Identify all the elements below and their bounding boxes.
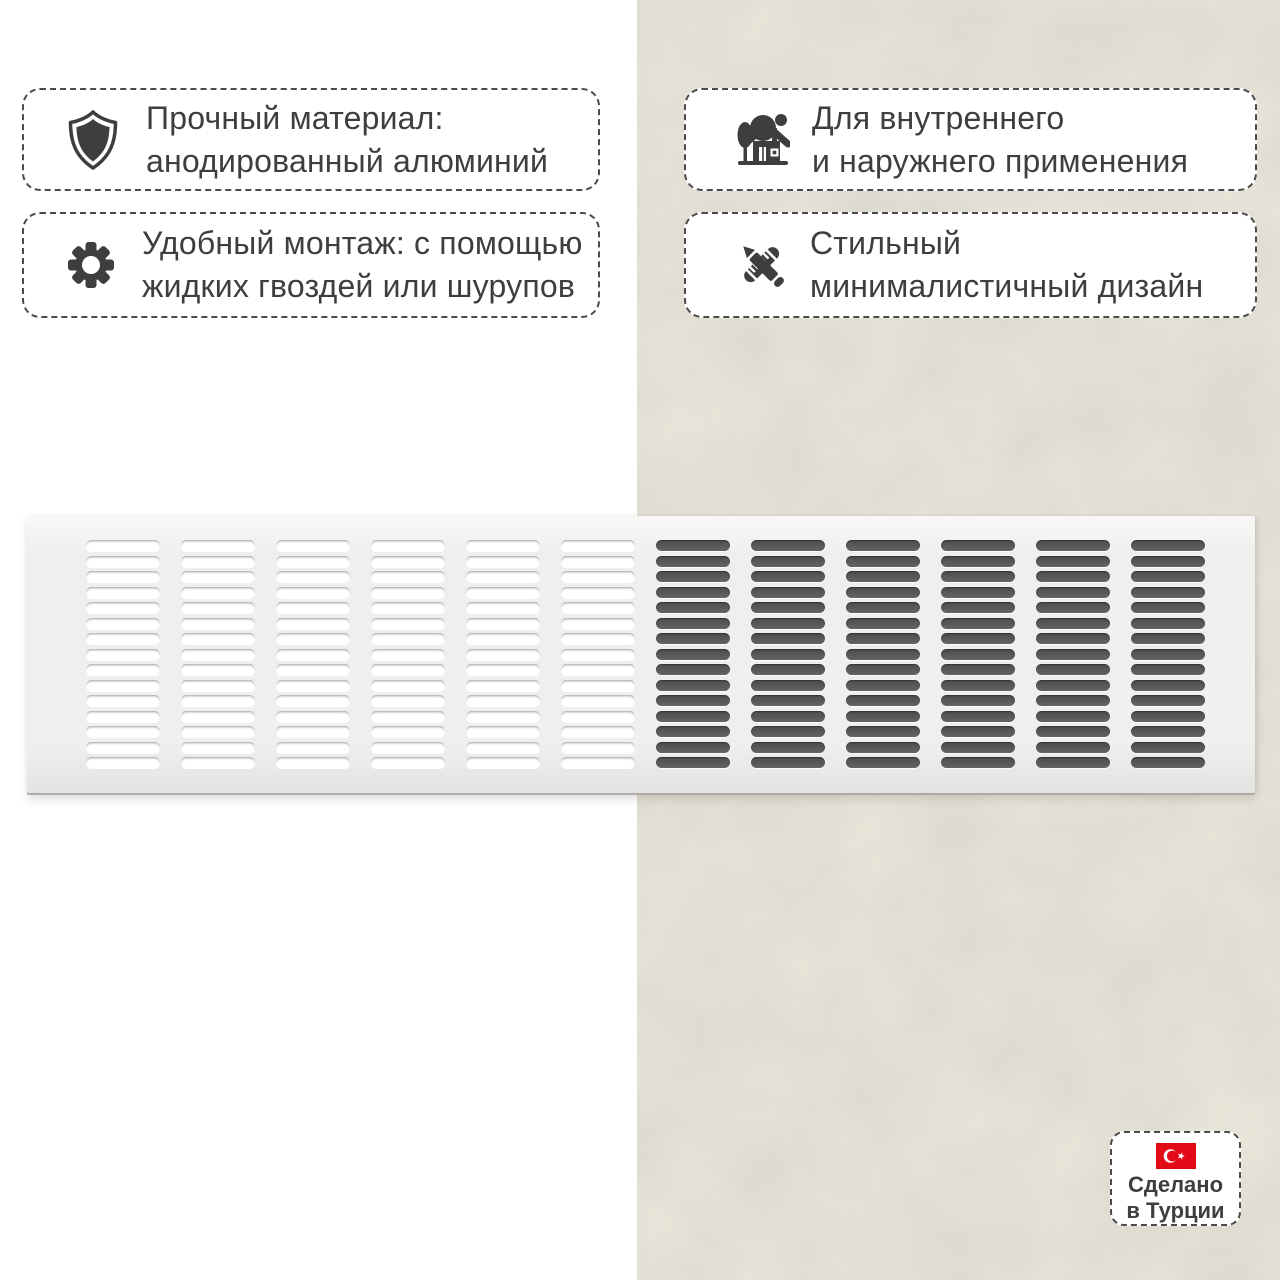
feature-line: анодированный алюминий xyxy=(146,142,549,179)
vent-grille-plate xyxy=(27,516,1255,793)
vent-slot xyxy=(561,556,635,567)
feature-text xyxy=(810,222,1203,308)
vent-slot xyxy=(941,556,1015,567)
vent-slot xyxy=(846,540,920,551)
vent-slot xyxy=(276,757,350,768)
vent-slot xyxy=(86,587,160,598)
vent-slot xyxy=(466,726,540,737)
vent-slot xyxy=(181,742,255,753)
vent-slot xyxy=(371,757,445,768)
vent-slot xyxy=(181,587,255,598)
vent-slot xyxy=(751,680,825,691)
vent-slot xyxy=(656,757,730,768)
vent-slot xyxy=(86,726,160,737)
vent-slot xyxy=(1131,556,1205,567)
vent-slot xyxy=(466,695,540,706)
vent-slot xyxy=(846,680,920,691)
vent-slot xyxy=(846,556,920,567)
slot-column xyxy=(1036,540,1110,768)
vent-slot xyxy=(561,742,635,753)
vent-slot xyxy=(371,540,445,551)
vent-slot xyxy=(1131,726,1205,737)
vent-slot xyxy=(86,711,160,722)
vent-slot xyxy=(1036,680,1110,691)
feature-card-material xyxy=(22,88,600,191)
feature-text xyxy=(142,222,583,308)
vent-slot xyxy=(751,742,825,753)
house-icon xyxy=(736,111,790,169)
vent-slot xyxy=(466,649,540,660)
vent-slot xyxy=(371,618,445,629)
vent-slot xyxy=(276,726,350,737)
vent-slot xyxy=(466,571,540,582)
vent-slot xyxy=(751,711,825,722)
vent-slot xyxy=(656,602,730,613)
vent-slot xyxy=(751,664,825,675)
vent-slot xyxy=(276,556,350,567)
vent-slot xyxy=(656,742,730,753)
vent-slot xyxy=(1036,618,1110,629)
vent-slot xyxy=(1036,602,1110,613)
grille-slots xyxy=(86,540,1205,768)
vent-slot xyxy=(371,602,445,613)
vent-slot xyxy=(561,649,635,660)
vent-slot xyxy=(276,633,350,644)
vent-slot xyxy=(846,664,920,675)
vent-slot xyxy=(466,742,540,753)
vent-slot xyxy=(561,711,635,722)
vent-slot xyxy=(846,649,920,660)
vent-slot xyxy=(86,618,160,629)
vent-slot xyxy=(276,602,350,613)
vent-slot xyxy=(751,556,825,567)
vent-slot xyxy=(1131,711,1205,722)
feature-card-design xyxy=(684,212,1257,318)
vent-slot xyxy=(846,602,920,613)
vent-slot xyxy=(561,664,635,675)
vent-slot xyxy=(181,711,255,722)
slot-column xyxy=(846,540,920,768)
vent-slot xyxy=(466,711,540,722)
vent-slot xyxy=(466,556,540,567)
feature-line: и наружнего применения xyxy=(812,142,1189,179)
vent-slot xyxy=(656,556,730,567)
vent-slot xyxy=(371,726,445,737)
vent-slot xyxy=(1036,633,1110,644)
turkey-flag-icon xyxy=(1156,1143,1196,1169)
vent-slot xyxy=(561,540,635,551)
vent-slot xyxy=(751,695,825,706)
vent-slot xyxy=(181,556,255,567)
vent-slot xyxy=(1131,695,1205,706)
vent-slot xyxy=(846,757,920,768)
vent-slot xyxy=(656,664,730,675)
vent-slot xyxy=(466,680,540,691)
vent-slot xyxy=(656,540,730,551)
vent-slot xyxy=(1036,540,1110,551)
slot-column xyxy=(371,540,445,768)
vent-slot xyxy=(1131,540,1205,551)
vent-slot xyxy=(561,571,635,582)
vent-slot xyxy=(1131,633,1205,644)
vent-slot xyxy=(276,664,350,675)
vent-slot xyxy=(656,726,730,737)
vent-slot xyxy=(751,649,825,660)
feature-line: Прочный материал: xyxy=(146,99,444,136)
vent-slot xyxy=(846,742,920,753)
vent-slot xyxy=(656,571,730,582)
vent-slot xyxy=(1131,742,1205,753)
vent-slot xyxy=(86,633,160,644)
vent-slot xyxy=(276,695,350,706)
vent-slot xyxy=(846,618,920,629)
vent-slot xyxy=(371,711,445,722)
vent-slot xyxy=(86,695,160,706)
vent-slot xyxy=(1131,680,1205,691)
vent-slot xyxy=(276,571,350,582)
vent-slot xyxy=(466,602,540,613)
vent-slot xyxy=(181,695,255,706)
vent-slot xyxy=(846,726,920,737)
vent-slot xyxy=(371,649,445,660)
vent-slot xyxy=(371,695,445,706)
made-in-turkey-badge xyxy=(1110,1131,1241,1226)
vent-slot xyxy=(276,649,350,660)
vent-slot xyxy=(86,602,160,613)
badge-line-2: в Турции xyxy=(1126,1198,1225,1223)
vent-slot xyxy=(1131,618,1205,629)
vent-slot xyxy=(561,757,635,768)
slot-column xyxy=(86,540,160,768)
vent-slot xyxy=(86,540,160,551)
gear-icon xyxy=(66,239,116,291)
vent-slot xyxy=(371,556,445,567)
vent-slot xyxy=(86,664,160,675)
vent-slot xyxy=(656,649,730,660)
vent-slot xyxy=(941,540,1015,551)
vent-slot xyxy=(846,571,920,582)
vent-slot xyxy=(941,587,1015,598)
vent-slot xyxy=(561,602,635,613)
vent-slot xyxy=(276,540,350,551)
vent-slot xyxy=(371,571,445,582)
vent-slot xyxy=(751,633,825,644)
vent-slot xyxy=(181,757,255,768)
feature-line: минималистичный дизайн xyxy=(810,268,1204,304)
vent-slot xyxy=(86,571,160,582)
vent-slot xyxy=(371,680,445,691)
vent-slot xyxy=(941,695,1015,706)
vent-slot xyxy=(1036,757,1110,768)
vent-slot xyxy=(86,680,160,691)
vent-slot xyxy=(846,711,920,722)
vent-slot xyxy=(656,680,730,691)
vent-slot xyxy=(561,633,635,644)
vent-slot xyxy=(181,633,255,644)
vent-slot xyxy=(561,587,635,598)
vent-slot xyxy=(656,711,730,722)
vent-slot xyxy=(656,695,730,706)
slot-column xyxy=(941,540,1015,768)
vent-slot xyxy=(181,649,255,660)
vent-slot xyxy=(371,587,445,598)
slot-column xyxy=(561,540,635,768)
vent-slot xyxy=(1036,649,1110,660)
vent-slot xyxy=(466,633,540,644)
vent-slot xyxy=(181,680,255,691)
vent-slot xyxy=(846,587,920,598)
vent-slot xyxy=(846,695,920,706)
vent-slot xyxy=(561,726,635,737)
vent-slot xyxy=(181,571,255,582)
vent-slot xyxy=(276,711,350,722)
vent-slot xyxy=(846,633,920,644)
vent-slot xyxy=(561,618,635,629)
vent-slot xyxy=(181,618,255,629)
vent-slot xyxy=(941,757,1015,768)
vent-slot xyxy=(561,680,635,691)
vent-slot xyxy=(181,726,255,737)
vent-slot xyxy=(466,587,540,598)
vent-slot xyxy=(466,540,540,551)
vent-slot xyxy=(1036,556,1110,567)
vent-slot xyxy=(466,618,540,629)
slot-column xyxy=(466,540,540,768)
vent-slot xyxy=(751,602,825,613)
vent-slot xyxy=(561,695,635,706)
slot-column xyxy=(751,540,825,768)
vent-slot xyxy=(751,587,825,598)
vent-slot xyxy=(941,571,1015,582)
vent-slot xyxy=(86,757,160,768)
vent-slot xyxy=(1131,587,1205,598)
feature-line: жидких гвоздей или шурупов xyxy=(142,268,576,304)
feature-line: Стильный xyxy=(810,225,962,261)
vent-slot xyxy=(656,587,730,598)
vent-slot xyxy=(1036,742,1110,753)
vent-slot xyxy=(1131,602,1205,613)
vent-slot xyxy=(941,633,1015,644)
vent-slot xyxy=(1036,726,1110,737)
vent-slot xyxy=(371,742,445,753)
vent-slot xyxy=(751,618,825,629)
vent-slot xyxy=(86,556,160,567)
vent-slot xyxy=(276,742,350,753)
vent-slot xyxy=(1036,587,1110,598)
vent-slot xyxy=(466,664,540,675)
slot-column xyxy=(276,540,350,768)
badge-line-1: Сделано xyxy=(1127,1172,1224,1197)
vent-slot xyxy=(371,664,445,675)
vent-slot xyxy=(941,649,1015,660)
vent-slot xyxy=(1131,664,1205,675)
vent-slot xyxy=(751,757,825,768)
vent-slot xyxy=(1131,757,1205,768)
vent-slot xyxy=(86,649,160,660)
vent-slot xyxy=(1036,571,1110,582)
vent-slot xyxy=(941,711,1015,722)
vent-slot xyxy=(941,618,1015,629)
shield-icon xyxy=(66,109,120,171)
vent-slot xyxy=(181,540,255,551)
vent-slot xyxy=(371,633,445,644)
vent-slot xyxy=(941,680,1015,691)
vent-slot xyxy=(751,726,825,737)
slot-column xyxy=(181,540,255,768)
vent-slot xyxy=(466,757,540,768)
vent-slot xyxy=(941,602,1015,613)
feature-line: Удобный монтаж: с помощью xyxy=(142,225,583,261)
vent-slot xyxy=(751,540,825,551)
feature-line: Для внутреннего xyxy=(812,99,1065,136)
vent-slot xyxy=(276,618,350,629)
vent-slot xyxy=(941,726,1015,737)
vent-slot xyxy=(276,587,350,598)
vent-slot xyxy=(181,602,255,613)
feature-text xyxy=(812,97,1188,183)
slot-column xyxy=(656,540,730,768)
vent-slot xyxy=(941,742,1015,753)
pencil-ruler-icon xyxy=(736,237,788,293)
slot-column xyxy=(1131,540,1205,768)
feature-text xyxy=(146,97,548,183)
vent-slot xyxy=(181,664,255,675)
vent-slot xyxy=(276,680,350,691)
vent-slot xyxy=(1036,695,1110,706)
vent-slot xyxy=(941,664,1015,675)
vent-slot xyxy=(1131,571,1205,582)
vent-slot xyxy=(1131,649,1205,660)
vent-slot xyxy=(656,633,730,644)
feature-card-indoor-outdoor xyxy=(684,88,1257,191)
vent-slot xyxy=(1036,711,1110,722)
vent-slot xyxy=(751,571,825,582)
feature-card-mounting xyxy=(22,212,600,318)
vent-slot xyxy=(86,742,160,753)
vent-slot xyxy=(656,618,730,629)
vent-slot xyxy=(1036,664,1110,675)
